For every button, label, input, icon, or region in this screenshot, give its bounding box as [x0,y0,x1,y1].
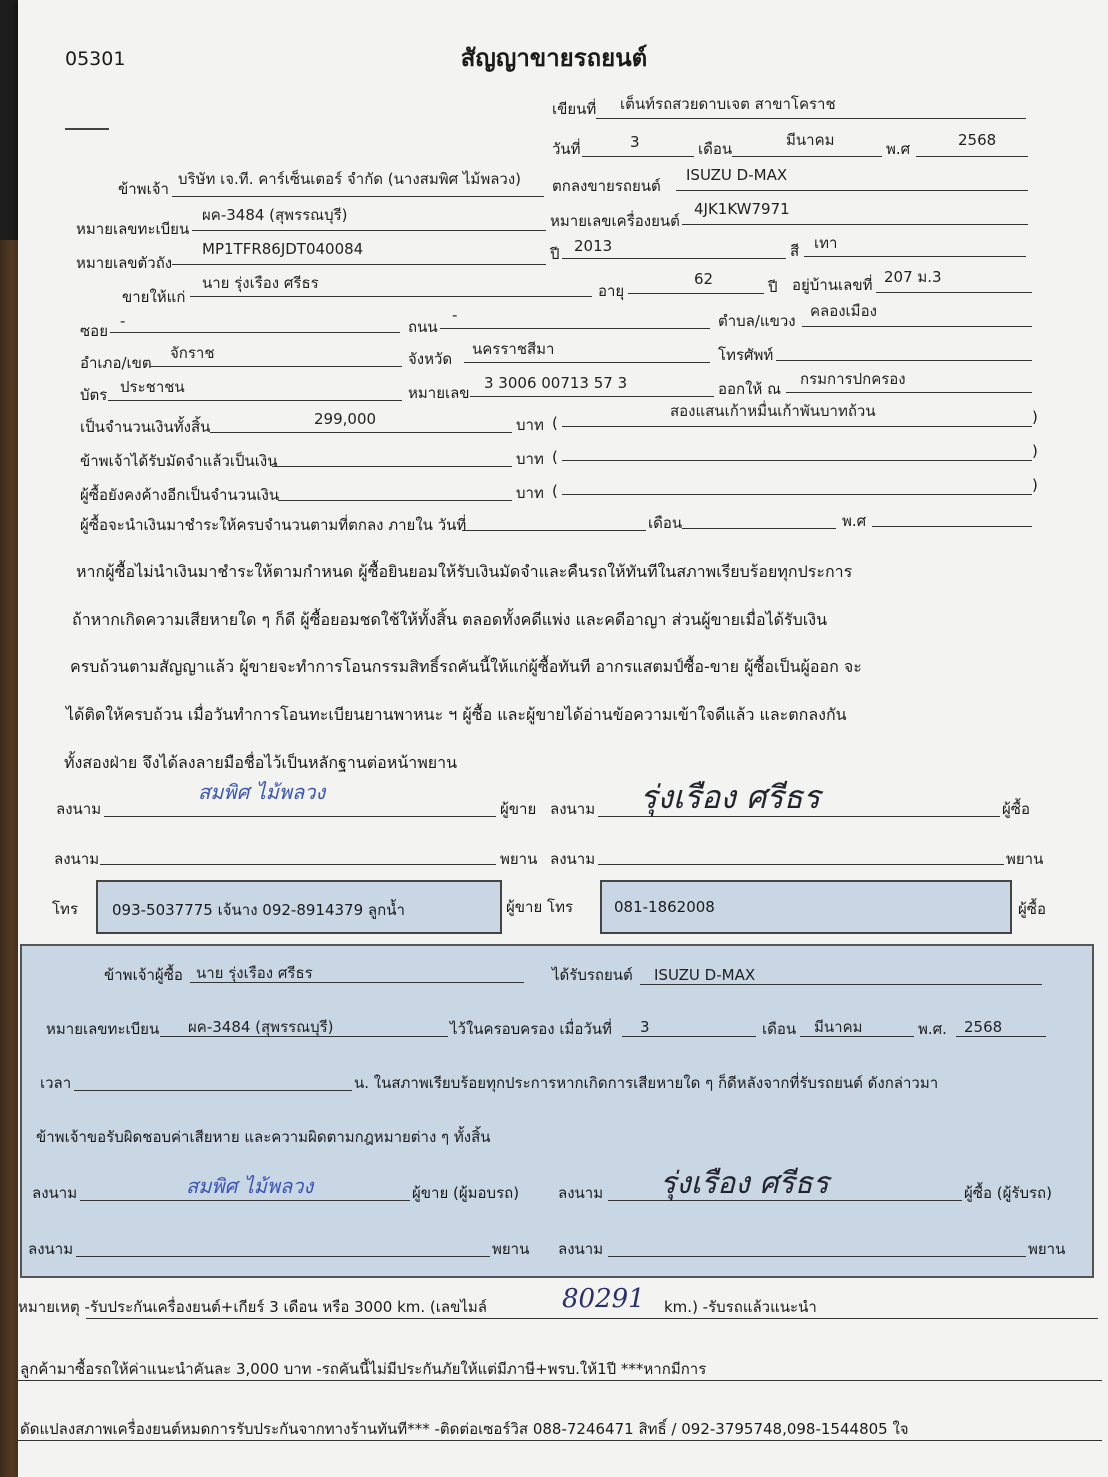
label-year-unit: ปี [768,278,778,296]
receipt-line-witness-1 [76,1256,490,1257]
line-phone [776,360,1032,361]
receipt-seller-role: ผู้ขาย (ผู้มอบรถ) [412,1184,520,1202]
line-owed [278,500,512,501]
label-soi: ซอย [80,322,108,340]
field-tambon: คลองเมือง [810,302,877,320]
remark-line2-rule [18,1380,1102,1381]
paren-close-3: ) [1032,476,1038,494]
receipt-be: 2568 [964,1018,1003,1036]
receipt-line-car [640,984,1042,985]
receipt-label-sign-buyer: ลงนาม [558,1184,604,1202]
receipt-label-sign-witness-2: ลงนาม [558,1240,604,1258]
remark-line1-rule [86,1318,1098,1319]
label-sell-to: ขายให้แก่ [122,288,186,306]
label-pay-be: พ.ศ [842,512,867,530]
signature-buyer: รุ่งเรือง ศรีธร [640,778,821,816]
label-sign-witness-2: ลงนาม [550,850,596,868]
receipt-line3: ข้าพเจ้าขอรับผิดชอบค่าเสียหาย และความผิดตามกฎหมายต่าง ๆ ทั้งสิ้น [36,1128,491,1146]
remark-line3: ดัดแปลงสภาพเครื่องยนต์หมดการรับประกันจากทางร้านทันที*** -ติดต่อเซอร์วิส 088-7246471 สิทธิ์ / 092-3795748,098-1544805 ใจ [20,1420,909,1438]
field-soi: - [120,312,126,330]
line-age [628,293,764,294]
field-year: 2013 [574,237,613,255]
line-deposit-text [562,460,1032,461]
line-owed-text [562,494,1032,495]
paragraph-line-2: ถ้าหากเกิดความเสียหายใด ๆ ก็ดี ผู้ซื้อยอมชดใช้ให้ทั้งสิ้น ตลอดทั้งคดีแพ่ง และคดีอาญา ส่วนผู้ขายเมื่อได้รับเงิน [72,610,828,629]
line-pay-month [682,528,836,529]
receipt-buyer: นาย รุ่งเรือง ศรีธร [196,964,313,982]
line-color [804,256,1026,257]
label-engine: หมายเลขเครื่องยนต์ [550,212,680,230]
label-chassis: หมายเลขตัวถัง [76,254,173,272]
receipt-car: ISUZU D-MAX [654,966,756,984]
paragraph-line-4: ได้ติดให้ครบถ้วน เมื่อวันทำการโอนทะเบียนยานพาหนะ ฯ ผู้ซื้อ และผู้ขายได้อ่านข้อความเข้าใจดีแล้ว และตกลงกัน [66,705,847,724]
pen-mark [65,128,109,130]
receipt-line-witness-2 [608,1256,1026,1257]
field-seller: บริษัท เจ.ที. คาร์เซ็นเตอร์ จำกัด (นางสมพิศ ไม้พลวง) [178,170,521,188]
remark-line1-b: km.) -รับรถแล้วแนะนำ [664,1298,817,1316]
label-sign-buyer: ลงนาม [550,800,596,818]
label-phone: โทรศัพท์ [718,346,774,364]
seller-phone: 093-5037775 เจ้นาง 092-8914379 ลูกน้ำ [112,901,405,919]
remark-line3-rule [18,1440,1102,1441]
label-baht-3: บาท [516,484,544,502]
line-written-at [596,118,1026,119]
line-witness-1 [100,864,496,865]
line-pay-day [462,530,646,531]
line-soi [110,332,400,333]
receipt-reg: ผค-3484 (สุพรรณบุรี) [188,1018,334,1036]
field-total: 299,000 [314,410,377,428]
field-year-be: 2568 [958,131,997,149]
line-year [562,258,786,259]
line-card-no [470,396,714,397]
label-date: วันที่ [552,140,581,158]
line-seller [172,196,544,197]
label-issued-by: ออกให้ ณ [718,380,781,398]
receipt-label-reg: หมายเลขทะเบียน [46,1020,160,1038]
label-sign-witness-1: ลงนาม [54,850,100,868]
field-issued-by: กรมการปกครอง [800,370,906,388]
label-deposit: ข้าพเจ้าได้รับมัดจำแล้วเป็นเงิน [80,452,278,470]
line-province [464,362,710,363]
field-reg: ผค-3484 (สุพรรณบุรี) [202,206,348,224]
line-month [732,156,882,157]
receipt-line-reg [160,1036,448,1037]
buyer-phone: 081-1862008 [614,898,715,916]
label-amphoe: อำเภอ/เขต [80,354,152,372]
field-province: นครราชสีมา [472,340,555,358]
paren-open-1: ( [552,414,558,432]
line-buyer [190,296,592,297]
line-chassis [172,264,546,265]
line-engine [682,224,1028,225]
label-baht-1: บาท [516,416,544,434]
line-car [676,190,1028,191]
receipt-line-day [622,1036,756,1037]
label-witness-2: พยาน [1006,850,1044,868]
label-be: พ.ศ [886,140,911,158]
receipt-line-be [956,1036,1046,1037]
receipt-day: 3 [640,1018,650,1036]
line-witness-2 [598,864,1004,865]
field-amphoe: จักราช [170,344,215,362]
signature-seller: สมพิศ ไม้พลวง [198,780,326,804]
field-age: 62 [694,270,714,288]
label-seller-role: ผู้ขาย [500,800,537,818]
receipt-label-month: เดือน [762,1020,797,1038]
field-road: - [452,306,458,324]
receipt-witness-1: พยาน [492,1240,530,1258]
line-date [582,156,694,157]
receipt-label-received: ได้รับรถยนต์ [552,966,633,984]
receipt-buyer-role: ผู้ซื้อ (ผู้รับรถ) [964,1184,1052,1202]
receipt-label-possess: ไว้ในครอบครอง เมื่อวันที่ [450,1020,612,1038]
line-sign-seller [104,816,496,817]
remark-line1-a: หมายเหตุ -รับประกันเครื่องยนต์+เกียร์ 3 เดือน หรือ 3000 km. (เลขไมล์ [18,1298,487,1316]
label-seller: ข้าพเจ้า [118,180,169,198]
line-be [916,156,1028,157]
label-house: อยู่บ้านเลขที่ [792,276,873,294]
paren-close-2: ) [1032,442,1038,460]
receipt-line-buyer [190,982,524,983]
receipt-witness-2: พยาน [1028,1240,1066,1258]
label-tambon: ตำบล/แขวง [718,312,796,330]
label-buyer-short: ผู้ซื้อ [1018,900,1046,918]
label-pay-month: เดือน [648,514,683,532]
label-province: จังหวัด [408,350,453,368]
label-color: สี [790,242,800,260]
line-pay-be [872,526,1032,527]
line-road [440,328,710,329]
label-agreed: ตกลงขายรถยนต์ [552,177,661,195]
field-buyer: นาย รุ่งเรือง ศรีธร [202,274,319,292]
line-deposit [272,466,512,467]
field-house: 207 ม.3 [884,268,942,286]
receipt-signature-buyer: รุ่งเรือง ศรีธร [660,1166,829,1201]
label-month: เดือน [698,140,733,158]
label-card-no: หมายเลข [408,384,470,402]
field-month: มีนาคม [786,131,835,149]
line-total-text [562,426,1032,427]
field-written-at: เต็นท์รถสวยดาบเจต สาขาโคราช [620,95,836,113]
label-age: อายุ [598,282,625,300]
label-reg: หมายเลขทะเบียน [76,220,190,238]
paragraph-line-1: หากผู้ซื้อไม่นำเงินมาชำระให้ตามกำหนด ผู้ซื้อยินยอมให้รับเงินมัดจำและคืนรถให้ทันทีในสภาพเรียบร้อยทุกประการ [76,562,853,581]
line-total [210,432,512,433]
field-card-no: 3 3006 00713 57 3 [484,374,628,392]
label-total: เป็นจำนวนเงินทั้งสิ้น [80,418,211,436]
line-card [108,400,402,401]
receipt-panel [20,944,1094,1278]
label-road: ถนน [408,318,438,336]
label-owed: ผู้ซื้อยังคงค้างอีกเป็นจำนวนเงิน [80,486,280,504]
document-number: 05301 [65,48,126,70]
field-total-text: สองแสนเก้าหมื่นเก้าพันบาทถ้วน [670,402,876,420]
label-pay-by: ผู้ซื้อจะนำเงินมาชำระให้ครบจำนวนตามที่ตกลง ภายใน วันที่ [80,516,467,534]
paren-open-3: ( [552,482,558,500]
receipt-label-time: เวลา [40,1074,72,1092]
field-car: ISUZU D-MAX [686,166,788,184]
receipt-label-be: พ.ศ. [918,1020,947,1038]
field-engine: 4JK1KW7971 [694,200,790,218]
receipt-signature-seller: สมพิศ ไม้พลวง [186,1174,314,1198]
paragraph-line-5: ทั้งสองฝ่าย จึงได้ลงลายมือชื่อไว้เป็นหลักฐานต่อหน้าพยาน [64,753,458,772]
paragraph-line-3: ครบถ้วนตามสัญญาแล้ว ผู้ขายจะทำการโอนกรรมสิทธิ์รถคันนี้ให้แก่ผู้ซื้อทันที อากรแสตมป์ซื้อ-ขาย ผู้ซื้อเป็นผู้ออก จะ [70,657,862,676]
line-issued-by [786,392,1032,393]
receipt-line-month [800,1036,914,1037]
label-seller-tel: ผู้ขาย โทร [506,898,574,916]
receipt-label-buyer: ข้าพเจ้าผู้ซื้อ [104,966,183,984]
label-baht-2: บาท [516,450,544,468]
label-buyer-role: ผู้ซื้อ [1002,800,1030,818]
receipt-line2: น. ในสภาพเรียบร้อยทุกประการหากเกิดการเสียหายใด ๆ ก็ดีหลังจากที่รับรถยนต์ ดังกล่าวมา [354,1074,939,1092]
receipt-month: มีนาคม [814,1018,863,1036]
receipt-line-time [74,1090,352,1091]
paren-open-2: ( [552,448,558,466]
paren-close-1: ) [1032,408,1038,426]
label-witness-1: พยาน [500,850,538,868]
remark-mileage: 80291 [562,1284,645,1314]
receipt-label-sign-seller: ลงนาม [32,1184,78,1202]
document-title: สัญญาขายรถยนต์ [460,44,648,72]
field-color: เทา [814,234,838,252]
label-year: ปี [550,245,560,263]
remark-line2: ลูกค้ามาซื้อรถให้ค่าแนะนำคันละ 3,000 บาท -รถคันนี้ไม่มีประกันภัยให้แต่มีภาษี+พรบ.ให้1ปี ***หากมีการ [20,1360,707,1378]
label-tel: โทร [52,900,79,918]
label-card: บัตร [80,386,108,404]
receipt-label-sign-witness-1: ลงนาม [28,1240,74,1258]
field-card: ประชาชน [120,378,185,396]
label-sign-seller: ลงนาม [56,800,102,818]
line-tambon [802,326,1032,327]
line-reg [192,230,546,231]
field-chassis: MP1TFR86JDT040084 [202,240,364,258]
line-house [876,292,1032,293]
line-amphoe [150,366,402,367]
label-written-at: เขียนที่ [552,100,597,118]
field-day: 3 [630,133,640,151]
